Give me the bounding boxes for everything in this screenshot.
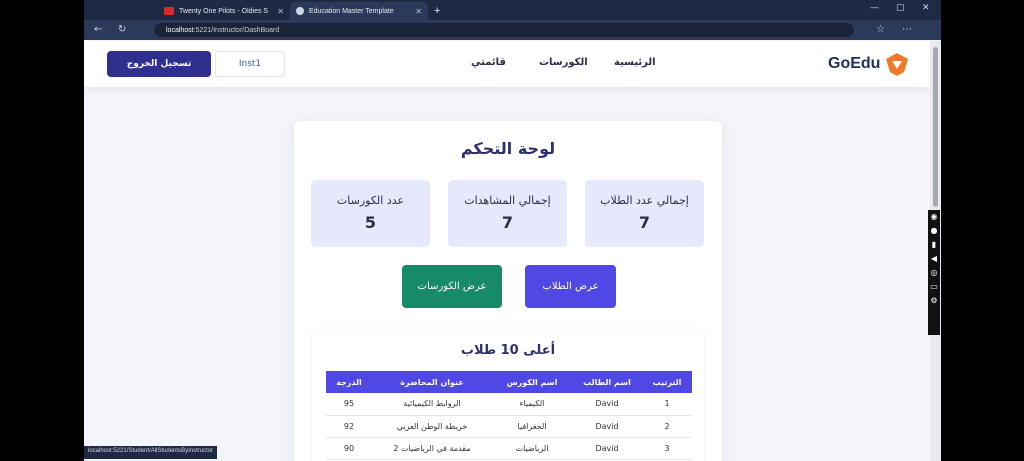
column-header: اسم الطالب: [572, 371, 642, 393]
column-header: اسم الكورس: [492, 371, 572, 393]
column-header: الدرجة: [326, 371, 372, 393]
tab-title: Education Master Template: [309, 7, 394, 15]
webcam-icon[interactable]: ◎: [930, 268, 938, 277]
browser-window: [84, 0, 941, 461]
logo[interactable]: [828, 50, 910, 78]
youtube-icon: [164, 7, 174, 15]
stat-value: 5: [364, 213, 377, 232]
top-students-title: أعلى 10 طلاب: [460, 343, 556, 358]
show-students-button[interactable]: عرض الطلاب: [525, 265, 616, 308]
url-path: :5221/Instructor/DashBoard: [193, 26, 280, 34]
maximize-icon[interactable]: ▢: [896, 3, 905, 13]
table-cell: 2: [642, 415, 692, 437]
top-students-table: [326, 371, 692, 460]
url-field[interactable]: [154, 23, 854, 37]
tab-bar: [84, 0, 941, 20]
nav-courses[interactable]: الكورسات: [539, 57, 588, 68]
address-bar: [84, 20, 941, 40]
nav-my-list[interactable]: قائمتي: [471, 57, 506, 68]
mic-icon[interactable]: ▮: [931, 240, 937, 249]
more-icon[interactable]: ⋯: [902, 24, 912, 35]
stat-label: إجمالي المشاهدات: [464, 194, 551, 207]
speaker-icon[interactable]: ◀: [930, 254, 938, 263]
record-icon[interactable]: ●: [930, 226, 938, 235]
page: [84, 41, 930, 461]
page-title: لوحة التحكم: [460, 139, 556, 158]
back-icon[interactable]: ←: [94, 24, 103, 35]
close-icon[interactable]: ✕: [277, 6, 284, 16]
table-row: [326, 393, 692, 415]
show-courses-button[interactable]: عرض الكورسات: [402, 265, 502, 308]
logout-button[interactable]: تسجيل الخروج: [107, 51, 211, 77]
recorder-toolbar: [928, 210, 940, 335]
status-url: localhost:5221/Student/AllStudentsByInstructor: [84, 446, 217, 459]
tab-education[interactable]: [290, 2, 428, 20]
table-cell: David: [572, 393, 642, 415]
table-cell: 92: [326, 415, 372, 437]
logo-text: GoEdu: [828, 55, 881, 72]
window-icon[interactable]: ▭: [930, 282, 938, 291]
table-row: [326, 437, 692, 459]
table-cell: 95: [326, 393, 372, 415]
url-host: localhost: [166, 26, 194, 34]
stat-label: إجمالي عدد الطلاب: [600, 194, 689, 207]
stat-value: 7: [638, 213, 651, 232]
table-cell: مقدمة في الرياضيات 2: [372, 437, 492, 459]
table-cell: الجغرافيا: [492, 415, 572, 437]
minimize-icon[interactable]: —: [870, 3, 879, 13]
camera-icon[interactable]: ◉: [930, 212, 938, 221]
column-header: الترتيب: [642, 371, 692, 393]
stat-value: 7: [501, 213, 514, 232]
stat-label: عدد الكورسات: [336, 194, 405, 207]
scroll-thumb[interactable]: [933, 47, 938, 207]
stat-students: [585, 180, 704, 247]
dashboard-card: [294, 121, 722, 461]
table-cell: David: [572, 437, 642, 459]
table-cell: خريطة الوطن العربي: [372, 415, 492, 437]
reload-icon[interactable]: ↻: [118, 24, 127, 35]
close-window-icon[interactable]: ✕: [922, 3, 930, 13]
table-cell: David: [572, 415, 642, 437]
new-tab-button[interactable]: +: [434, 5, 441, 17]
site-header: [84, 41, 930, 87]
gear-icon[interactable]: ⚙: [930, 296, 938, 305]
table-cell: الرياضيات: [492, 437, 572, 459]
top-students-panel: [312, 329, 704, 461]
table-row: [326, 415, 692, 437]
table-header-row: [326, 371, 692, 393]
table-cell: 1: [642, 393, 692, 415]
nav-home[interactable]: الرئيسية: [614, 57, 656, 68]
close-icon[interactable]: ✕: [415, 6, 422, 16]
user-button[interactable]: Inst1: [215, 51, 285, 77]
table-cell: 90: [326, 437, 372, 459]
stat-courses: [311, 180, 430, 247]
favorite-icon[interactable]: ☆: [876, 24, 885, 35]
tab-music[interactable]: [158, 2, 290, 20]
globe-icon: [296, 7, 304, 15]
stat-views: [448, 180, 567, 247]
table-cell: الروابط الكيميائية: [372, 393, 492, 415]
tab-title: Twenty One Pilots - Oldies S: [179, 7, 269, 15]
column-header: عنوان المحاضرة: [372, 371, 492, 393]
shield-icon: [884, 51, 910, 77]
table-cell: 3: [642, 437, 692, 459]
table-cell: الكيمياء: [492, 393, 572, 415]
